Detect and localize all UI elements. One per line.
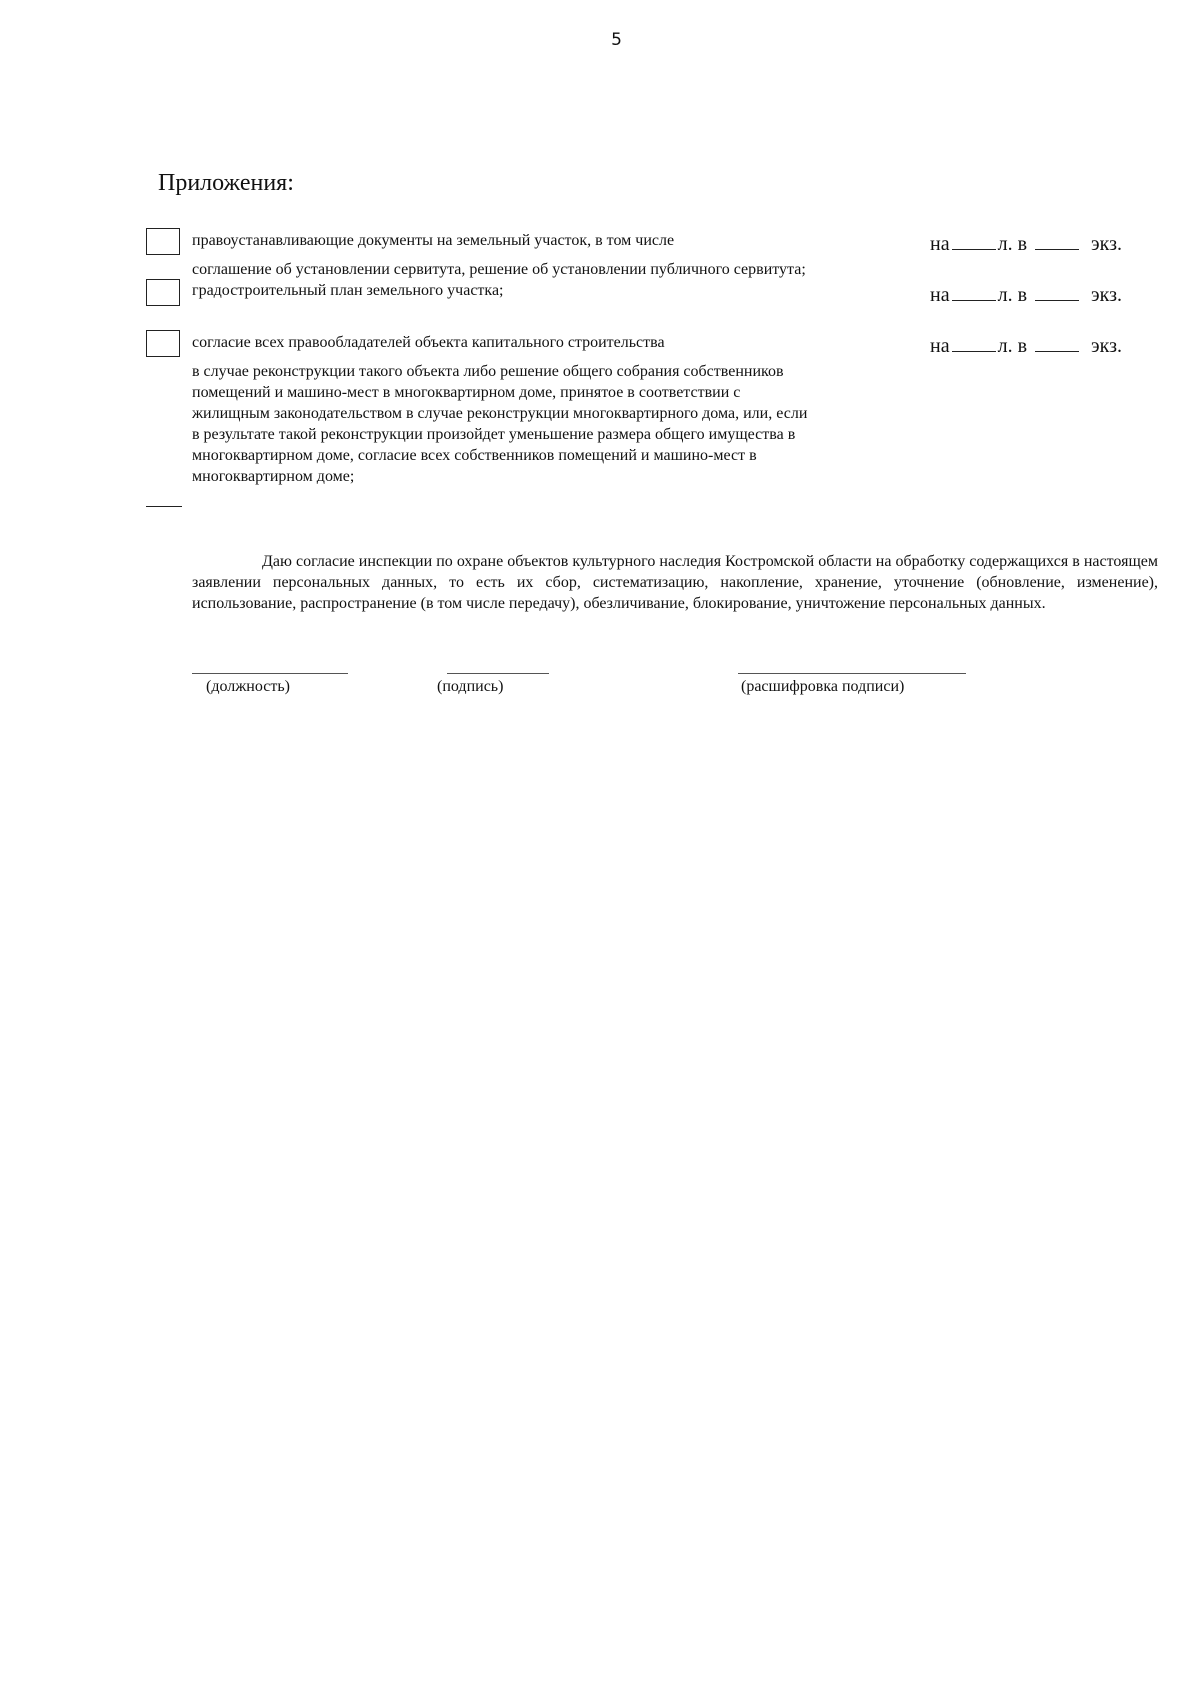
attachment-3-continuation-4: в результате такой реконструкции произойдет уменьшение размера общего имущества в (192, 426, 796, 443)
sheets-label: л. в (997, 284, 1028, 306)
attachment-3-pages (930, 334, 1122, 358)
copies-label: экз. (1091, 233, 1122, 255)
attachment-2-pages (930, 283, 1122, 307)
attachment-1-checkbox[interactable] (146, 228, 180, 255)
attachment-3-continuation-2: помещений и машино-мест в многоквартирном доме, принятое в соответствии с (192, 384, 741, 401)
copies-count-field[interactable] (1035, 283, 1079, 301)
attachment-3-continuation-5: многоквартирном доме, согласие всех собственников помещений и машино-мест в (192, 447, 757, 464)
decoding-line[interactable] (738, 673, 966, 674)
position-line[interactable] (192, 673, 348, 674)
position-caption: (должность) (206, 678, 290, 695)
attachment-3-continuation-1: в случае реконструкции такого объекта либо решение общего собрания собственников (192, 363, 784, 380)
page-number: 5 (611, 30, 622, 50)
separator-dash (146, 506, 182, 507)
copies-count-field[interactable] (1035, 232, 1079, 250)
decoding-caption: (расшифровка подписи) (741, 678, 905, 695)
sheets-count-field[interactable] (952, 334, 996, 352)
signature-caption: (подпись) (437, 678, 504, 695)
attachment-3-continuation-6: многоквартирном доме; (192, 468, 355, 485)
copies-count-field[interactable] (1035, 334, 1079, 352)
attachment-1-text: правоустанавливающие документы на земельный участок, в том числе (192, 232, 675, 249)
attachment-2-text-line1: соглашение об установлении сервитута, решение об установлении публичного сервитута; (192, 261, 806, 278)
sheets-label: л. в (997, 335, 1028, 357)
sheets-count-field[interactable] (952, 232, 996, 250)
attachment-1-pages (930, 232, 1122, 256)
na-label: на (930, 335, 950, 357)
copies-label: экз. (1091, 335, 1122, 357)
consent-paragraph: Даю согласие инспекции по охране объектов культурного наследия Костромской области на обработку содержащихся в настоящем заявлении персональных данных, то есть их сбор, систематизацию, накопление, хранение, уточнение (обновление, изменение), использование, распространение (в том числе передачу), обезличивание, блокирование, уничтожение персональных данных. (192, 553, 1158, 612)
copies-label: экз. (1091, 284, 1122, 306)
sheets-count-field[interactable] (952, 283, 996, 301)
attachment-3-text-line1: согласие всех правообладателей объекта капитального строительства (192, 334, 665, 351)
attachment-2-checkbox[interactable] (146, 279, 180, 306)
na-label: на (930, 284, 950, 306)
attachment-2-text-line2: градостроительный план земельного участка; (192, 282, 504, 299)
sheets-label: л. в (997, 233, 1028, 255)
attachments-heading: Приложения: (158, 170, 294, 196)
signature-line[interactable] (447, 673, 549, 674)
na-label: на (930, 233, 950, 255)
attachment-3-checkbox[interactable] (146, 330, 180, 357)
attachment-3-continuation-3: жилищным законодательством в случае реконструкции многоквартирного дома, или, если (192, 405, 808, 422)
